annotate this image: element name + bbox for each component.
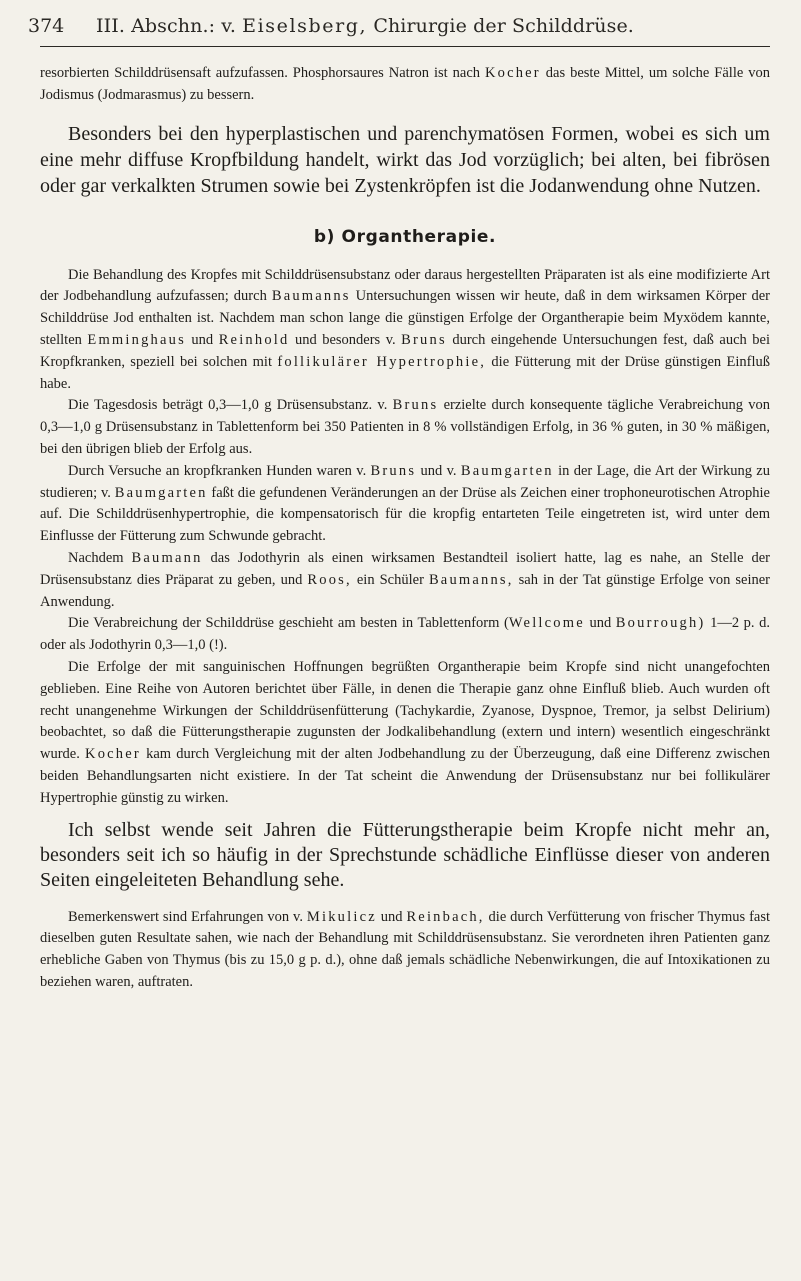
paragraph-8: Die Erfolge der mit sanguinischen Hoffnungen begrüßten Organtherapie beim Kropfe sind nicht unangefochten geblieben. Eine Reihe von Autoren berichtet über Fälle, in denen die Therapie ganz ohne Einfluß blieb. Auch wurden oft recht unangenehme Wirkungen der Schilddrüsenfütterung (Tachykardie, Zyanose, Dyspnoe, Tremor, ja selbst Delirium) beobachtet, so daß die Fütterungstherapie zugunsten der Jodkalibehandlung (extern und intern) wesentlich eingeschränkt wurde. Kocher kam durch Vergleichung mit der alten Jodbehandlung zu der Überzeugung, daß eine Differenz zwischen beiden Behandlungsarten nicht existiere. In der Tat scheint die Anwendung der Drüsensubstanz nur bei follikulärer Hypertrophie günstig zu wirken. xyxy=(40,658,770,806)
section-label: III. Abschn.: xyxy=(96,15,216,37)
paragraph-1: resorbierten Schilddrüsensaft aufzufassen. Phosphorsaures Natron ist nach Kocher das beste Mittel, um solche Fälle von Jodismus (Jodmarasmus) zu bessern. xyxy=(40,65,770,103)
book-page xyxy=(28,14,771,994)
author-name: Eiselsberg, xyxy=(242,15,368,37)
paragraph-6: Nachdem Baumann das Jodothyrin als einen wirksamen Bestandteil isoliert hatte, lag es nahe, an Stelle der Drüsensubstanz dies Präparat zu geben, und Roos, ein Schüler Baumanns, sah in der Tat günstige Erfolge von seiner Anwendung. xyxy=(40,549,771,610)
topic-label: Chirurgie der Schilddrüse. xyxy=(373,15,634,37)
running-head-text: III. Abschn.: v. Eiselsberg, Chirurgie der Schilddrüse. xyxy=(96,15,634,37)
page-number: 374 xyxy=(28,15,65,37)
paragraph-10: Bemerkenswert sind Erfahrungen von v. Mikulicz und Reinbach, die durch Verfütterung von frischer Thymus fast dieselben guten Resultate sahen, wie nach der Behandlung mit Schilddrüsensubstanz. Sie verordneten ihren Patienten ganz erhebliche Gaben von Thymus (bis zu 15,0 g p. d.), ohne daß jemals schädliche Nebenwirkungen, die auf Intoxikationen zu beziehen waren, auftraten. xyxy=(40,908,771,990)
paragraph-4: Die Tagesdosis beträgt 0,3—1,0 g Drüsensubstanz. v. Bruns erzielte durch konsequente tägliche Verabreichung von 0,3—1,0 g Drüsensubstanz in Tablettenform bei 350 Patienten in 8 % vollständigen Erfolg, in 36 % guten, in 30 % mäßigen, bei den übrigen blieb der Erfolg aus. xyxy=(40,397,771,457)
section-heading: b) Organtherapie. xyxy=(313,226,497,247)
paragraph-5: Durch Versuche an kropfkranken Hunden waren v. Bruns und v. Baumgarten in der Lage, die Art der Wirkung zu studieren; v. Baumgarten faßt die gefundenen Veränderungen an der Drüse als Zeichen einer trophoneurotischen Atrophie auf. Die Schilddrüsenhypertrophie, die kompensatorisch für die kropfig entarteten Teile eingetreten ist, wird unter dem Einflusse der Fütterung zum Schwunde gebracht. xyxy=(40,462,770,545)
paragraph-9: Ich selbst wende seit Jahren die Fütterungstherapie beim Kropfe nicht mehr an, besonders seit ich so häufig in der Sprechstunde schädliche Einflüsse dieser von anderen Seiten eingeleiteten Behandlung sehe. xyxy=(40,818,770,891)
paragraph-3: Die Behandlung des Kropfes mit Schilddrüsensubstanz oder daraus hergestellten Präparaten ist als eine modifizierte Art der Jodbehandlung aufzufassen; durch Baumanns Untersuchungen wissen wir heute, daß in dem wirksamen Körper der Schilddrüse Jod enthalten ist. Nachdem man schon lange die günstigen Erfolge der Organtherapie beim Myxödem kannte, stellten Emminghaus und Reinhold und besonders v. Bruns durch eingehende Untersuchungen fest, daß auch bei Kropfkranken, speziell bei solchen mit follikulärer Hypertrophie, die Fütterung mit der Drüse günstigen Einfluß habe. xyxy=(40,266,770,392)
paragraph-7: Die Verabreichung der Schilddrüse geschieht am besten in Tablettenform (Wellcome und Bourrough) 1—2 p. d. oder als Jodothyrin 0,3—1,0 (!). xyxy=(40,615,770,654)
paragraph-2: Besonders bei den hyperplastischen und parenchymatösen Formen, wobei es sich um eine mehr diffuse Kropfbildung handelt, wirkt das Jod vorzüglich; bei alten, bei fibrösen oder gar verkalkten Strumen sowie bei Zystenkröpfen ist die Jodanwendung ohne Nutzen. xyxy=(40,122,770,197)
running-head xyxy=(28,14,770,47)
